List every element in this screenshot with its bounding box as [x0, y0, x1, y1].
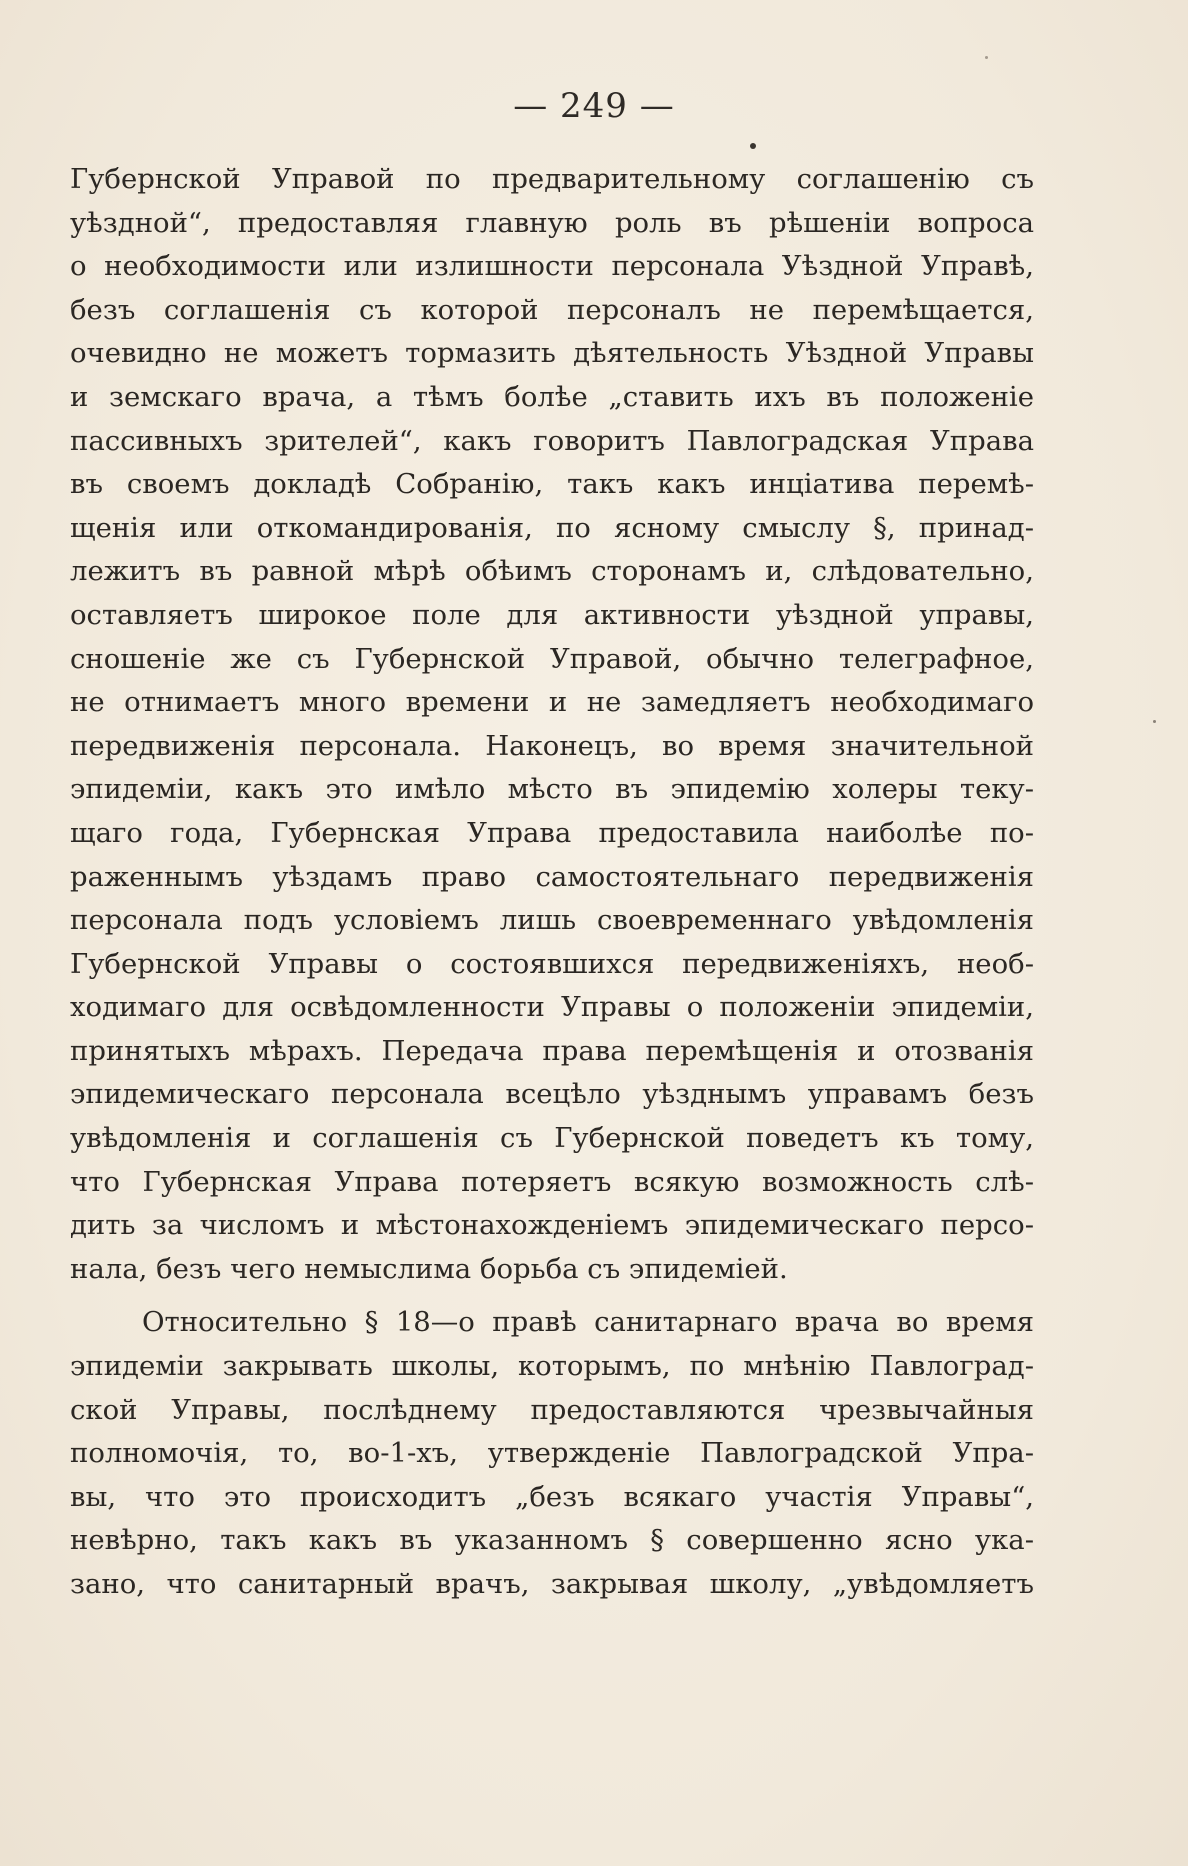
text-line: о необходимости или излишности персонала Уѣздной Управѣ, — [70, 250, 1034, 283]
text-line: увѣдомленія и соглашенія съ Губернской поведетъ къ тому, — [70, 1122, 1034, 1155]
text-line: зано, что санитарный врачъ, закрывая школу, „увѣдомляетъ — [70, 1568, 1034, 1600]
text-line: сношеніе же съ Губернской Управой, обычно телеграфное, — [70, 642, 1034, 675]
text-line: щаго года, Губернская Управа предоставила наиболѣе по- — [70, 816, 1034, 849]
text-line: принятыхъ мѣрахъ. Передача права перемѣщенія и отозванія — [70, 1034, 1034, 1067]
text-line: невѣрно, такъ какъ въ указанномъ § совершенно ясно ука- — [70, 1524, 1034, 1557]
text-line: полномочія, то, во-1-хъ, утвержденіе Павлоградской Упра- — [70, 1437, 1034, 1470]
text-line: раженнымъ уѣздамъ право самостоятельнаго передвиженія — [70, 860, 1034, 893]
text-line: эпидемическаго персонала всецѣло уѣзднымъ управамъ безъ — [70, 1078, 1034, 1111]
text-line: ской Управы, послѣднему предоставляются чрезвычайныя — [70, 1393, 1034, 1426]
text-line: и земскаго врача, а тѣмъ болѣе „ставить ихъ въ положеніе — [70, 380, 1034, 413]
text-line: не отнимаетъ много времени и не замедляетъ необходимаго — [70, 686, 1034, 719]
paper-speck — [985, 56, 988, 59]
text-line: ходимаго для освѣдомленности Управы о положеніи эпидеміи, — [70, 991, 1034, 1024]
text-line: оставляетъ широкое поле для активности уѣздной управы, — [70, 598, 1034, 631]
text-line: вы, что это происходитъ „безъ всякаго участія Управы“, — [70, 1480, 1034, 1513]
paper-speck — [1153, 720, 1156, 723]
ink-speck — [750, 143, 756, 149]
paragraph-last-line: нала, безъ чего немыслима борьба съ эпидеміей. — [70, 1252, 788, 1285]
text-line: эпидеміи, какъ это имѣло мѣсто въ эпидемію холеры теку- — [70, 773, 1034, 806]
text-line: Губернской Управы о состоявшихся передвиженіяхъ, необ- — [70, 947, 1034, 980]
text-line: очевидно не можетъ тормазить дѣятельность Уѣздной Управы — [70, 337, 1034, 370]
text-line: безъ соглашенія съ которой персоналъ не перемѣщается, — [70, 293, 1034, 326]
paragraph-first-line: Относительно § 18—о правѣ санитарнаго врача во время — [142, 1306, 1034, 1339]
text-line: уѣздной“, предоставляя главную роль въ рѣшеніи вопроса — [70, 206, 1034, 239]
body-text — [70, 158, 1034, 1607]
text-line: лежитъ въ равной мѣрѣ обѣимъ сторонамъ и, слѣдовательно, — [70, 555, 1034, 588]
text-line: щенія или откомандированія, по ясному смыслу §, принад- — [70, 511, 1034, 544]
text-line: дить за числомъ и мѣстонахожденіемъ эпидемическаго персо- — [70, 1209, 1034, 1242]
text-line: въ своемъ докладѣ Собранію, такъ какъ инціатива перемѣ- — [70, 468, 1034, 501]
text-line: персонала подъ условіемъ лишь своевременнаго увѣдомленія — [70, 904, 1034, 937]
text-line: передвиженія персонала. Наконецъ, во время значительной — [70, 729, 1034, 762]
page-number: — 249 — — [513, 86, 675, 126]
text-line: Губернской Управой по предварительному соглашенію съ — [70, 163, 1034, 195]
text-line: что Губернская Управа потеряетъ всякую возможность слѣ- — [70, 1165, 1034, 1198]
text-line: пассивныхъ зрителей“, какъ говоритъ Павлоградская Управа — [70, 424, 1034, 457]
text-line: эпидеміи закрывать школы, которымъ, по мнѣнію Павлоград- — [70, 1350, 1034, 1383]
